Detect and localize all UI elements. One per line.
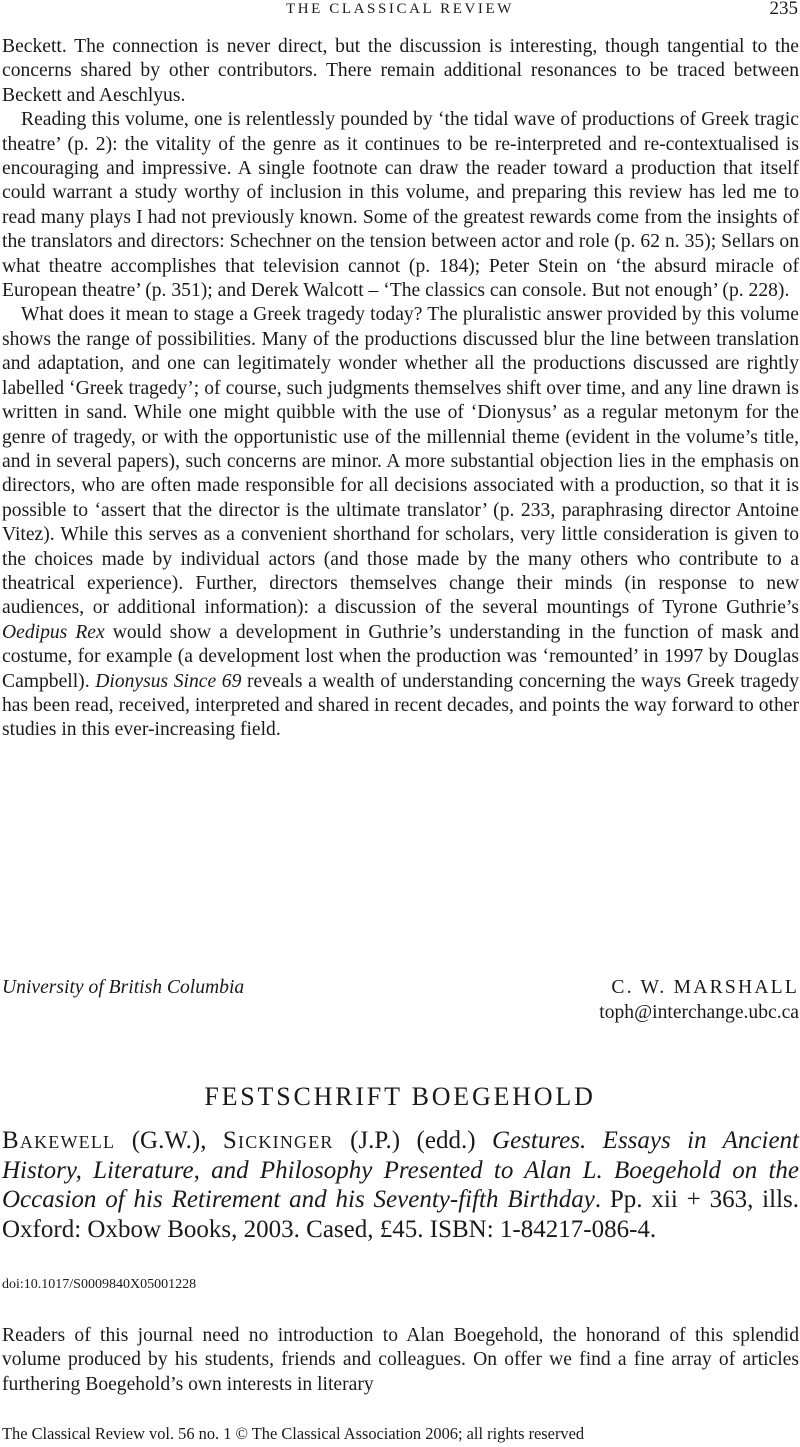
editor-1-name: Bakewell bbox=[2, 1127, 116, 1154]
page-footer: The Classical Review vol. 56 no. 1 © The Classical Association 2006; all rights reserved bbox=[2, 1424, 585, 1443]
paragraph-3-part-c: reveals a wealth of understanding concerning the ways Greek tragedy has been read, received, interpreted and shared in recent decades, and points the way forward to other studies in this ever-increasing field. bbox=[2, 670, 799, 741]
book-title-dionysus-since-69: Dionysus Since 69 bbox=[95, 670, 242, 692]
editor-2-name: Sickinger bbox=[222, 1127, 334, 1154]
book-citation bbox=[2, 1126, 799, 1244]
journal-title: THE CLASSICAL REVIEW bbox=[285, 1, 515, 17]
publication-details: . Pp. xii + 363, ills. Oxford: Oxbow Books, 2003. Cased, £45. ISBN: 1-84217-086-4. bbox=[2, 1186, 799, 1243]
paragraph-3-part-b: would show a development in Guthrie’s understanding in the function of mask and costume, for example (a development lost when the production was ‘remounted’ in 1997 by Douglas Campbell). bbox=[2, 621, 799, 692]
section-title: FESTSCHRIFT BOEGEHOLD bbox=[204, 1082, 596, 1111]
paragraph-2: Reading this volume, one is relentlessly pounded by ‘the tidal wave of productions of Greek tragic theatre’ (p. 2): the vitality of the genre as it continues to be re-interpreted and re-contextualised is encouraging and impressive. A single footnote can draw the reader toward a production that itself could warrant a study worthy of inclusion in this volume, and preparing this review has led me to read many plays I had not previously known. Some of the greatest rewards come from the insights of the translators and directors: Schechner on the tension between actor and role (p. 62 n. 35); Sellars on what theatre accomplishes that television cannot (p. 184); Peter Stein on ‘the absurd miracle of European theatre’ (p. 351); and Derek Walcott – ‘The classics can console. But not enough’ (p. 228). bbox=[2, 109, 799, 302]
reviewer-email[interactable]: toph@interchange.ubc.ca bbox=[599, 1002, 799, 1023]
page-number: 235 bbox=[769, 0, 798, 19]
running-head bbox=[0, 0, 800, 26]
doi[interactable]: doi:10.1017/S0009840X05001228 bbox=[2, 1277, 197, 1292]
editor-2-initials: (J.P.) (edd.) bbox=[333, 1127, 493, 1154]
paragraph-3-part-a: What does it mean to stage a Greek tragedy today? The pluralistic answer provided by this volume shows the range of possibilities. Many of the productions discussed blur the line between translation and adaptation, and one can legitimately wonder whether all the productions discussed are rightly labelled ‘Greek tragedy’; of course, such judgments themselves shift over time, and any line drawn is written in sand. While one might quibble with the use of ‘Dionysus’ as a regular metonym for the genre of tragedy, or with the opportunistic use of the millennial theme (evident in the volume’s title, and in several papers), such concerns are minor. A more substantial objection lies in the emphasis on directors, who are often made responsible for all decisions associated with a production, so that it is possible to ‘assert that the director is the ultimate translator’ (p. 233, paraphrasing director Antoine Vitez). While this serves as a convenient shorthand for scholars, very little consideration is given to the choices made by individual actors (and those made by the many others who contribute to a theatrical experience). Further, directors themselves change their minds (in response to new audiences, or additional information): a discussion of the several mountings of Tyrone Guthrie’s bbox=[2, 304, 799, 619]
play-title-oedipus-rex: Oedipus Rex bbox=[2, 621, 105, 643]
review-opening-paragraph: Readers of this journal need no introduction to Alan Boegehold, the honorand of this splendid volume produced by his students, friends and colleagues. On offer we find a fine array of articles furthering Boegehold’s own interests in literary bbox=[2, 1325, 799, 1395]
paragraph-3 bbox=[2, 303, 799, 742]
review-body bbox=[2, 35, 799, 743]
reviewer-name: C. W. MARSHALL bbox=[611, 977, 799, 998]
paragraph-1: Beckett. The connection is never direct, but the discussion is interesting, though tangential to the concerns shared by other contributors. There remain additional resonances to be traced between Beckett and Aeschlyus. bbox=[2, 36, 799, 106]
book-title: Gestures. Essays in Ancient History, Literature, and Philosophy Presented to Alan L. Boegehold on the Occasion of his Retirement and his Seventy-fifth Birthday bbox=[2, 1127, 799, 1214]
editor-1-initials: (G.W.), bbox=[115, 1127, 223, 1154]
reviewer-affiliation: University of British Columbia bbox=[2, 977, 245, 998]
